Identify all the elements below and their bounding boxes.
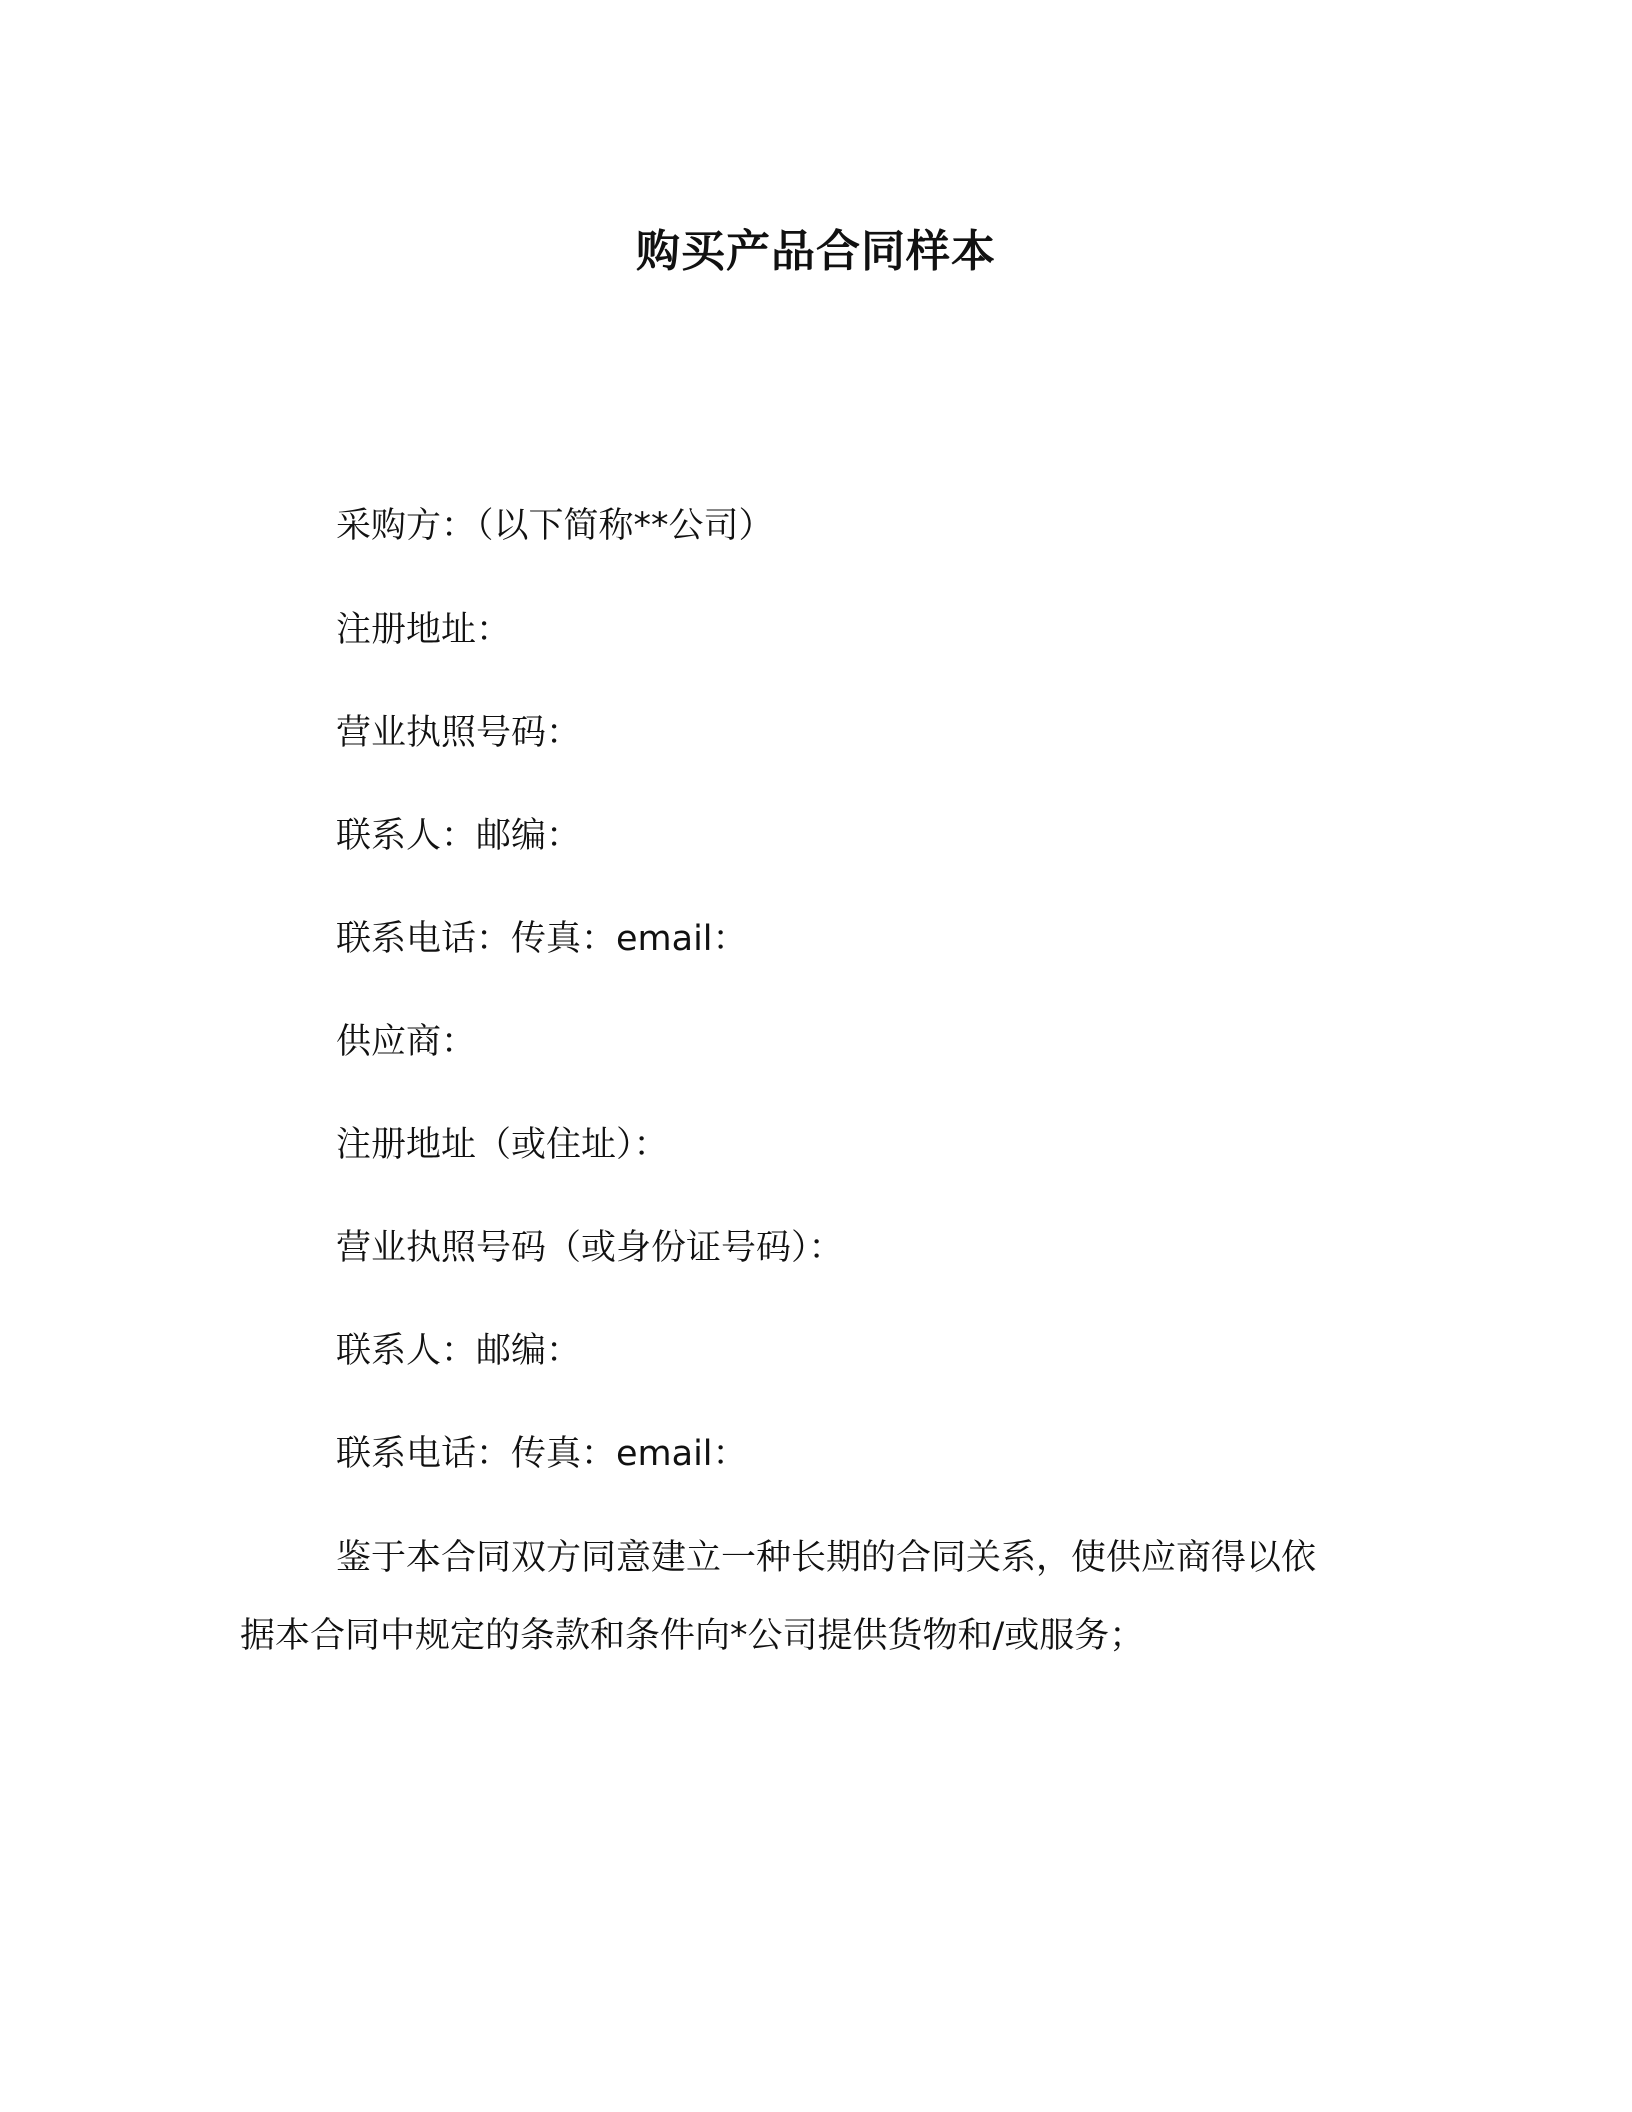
preamble-line-2: 据本合同中规定的条款和条件向*公司提供货物和/或服务； <box>240 1616 1145 1656</box>
buyer-business-license: 营业执照号码： <box>336 713 582 753</box>
buyer-contact-postcode: 联系人：邮编： <box>336 816 582 856</box>
buyer-line: 采购方：（以下简称**公司） <box>336 506 774 546</box>
buyer-registered-address: 注册地址： <box>336 610 512 650</box>
supplier-business-license: 营业执照号码（或身份证号码）： <box>336 1228 844 1268</box>
buyer-phone-fax-email: 联系电话：传真：email： <box>336 919 748 959</box>
contract-preamble <box>240 1534 1420 1660</box>
supplier-phone-fax-email: 联系电话：传真：email： <box>336 1434 748 1474</box>
supplier-line: 供应商： <box>336 1022 477 1062</box>
supplier-contact-postcode: 联系人：邮编： <box>336 1331 582 1371</box>
preamble-line-1: 鉴于本合同双方同意建立一种长期的合同关系，使供应商得以依 <box>336 1538 1317 1578</box>
document-title: 购买产品合同样本 <box>636 226 996 277</box>
supplier-registered-address: 注册地址（或住址）： <box>336 1125 669 1165</box>
